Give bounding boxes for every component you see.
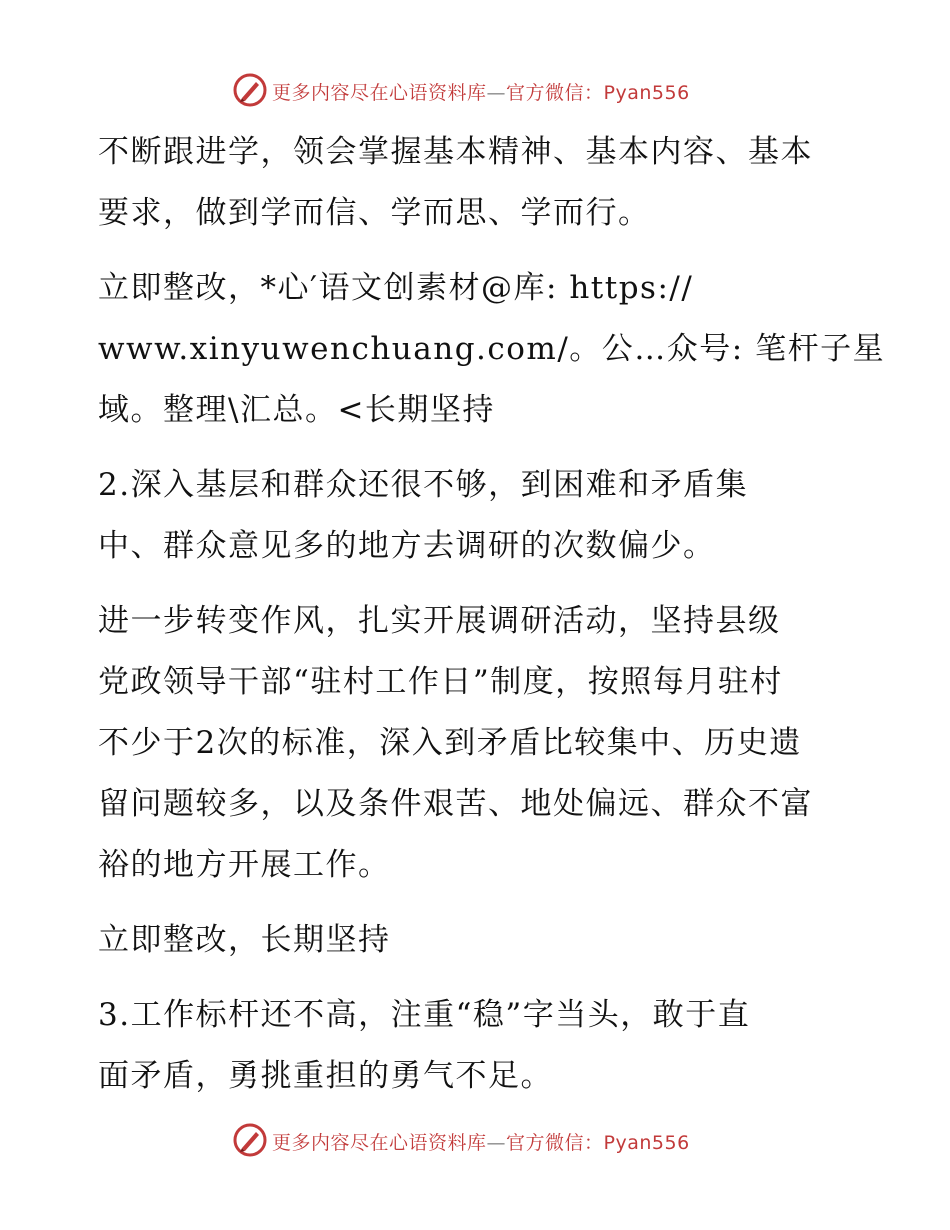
text-line: 面矛盾，勇挑重担的勇气不足。 [98, 1058, 553, 1094]
paragraph [98, 985, 858, 1107]
text-line: 党政领导干部“驻村工作日”制度，按照每月驻村 [98, 664, 783, 700]
text-line: 要求，做到学而信、学而思、学而行。 [98, 195, 651, 231]
text-line: 留问题较多，以及条件艰苦、地处偏远、群众不富 [98, 786, 813, 822]
text-line: 立即整改，*心′语文创素材@库: https:// [98, 270, 694, 306]
paragraph [98, 591, 858, 896]
text-line: 进一步转变作风，扎实开展调研活动，坚持县级 [98, 603, 781, 639]
footer-banner [0, 1120, 950, 1160]
pen-logo-icon [232, 72, 268, 108]
banner-text: 更多内容尽在心语资料库—官方微信：Pyan556 [272, 82, 690, 104]
text-line: 不断跟进学，领会掌握基本精神、基本内容、基本 [98, 134, 813, 170]
text-line: 3.工作标杆还不高，注重“稳”字当头，敢于直 [98, 997, 751, 1033]
text-line: www.xinyuwenchuang.com/。公…众号: 笔杆子星 [98, 331, 886, 367]
text-line: 域。整理\汇总。<长期坚持 [98, 392, 495, 428]
paragraph [98, 122, 858, 244]
banner-text: 更多内容尽在心语资料库—官方微信：Pyan556 [272, 1132, 690, 1154]
paragraph [98, 455, 858, 577]
header-banner [0, 70, 950, 110]
text-line: 不少于2次的标准，深入到矛盾比较集中、历史遗 [98, 725, 802, 761]
text-line: 立即整改，长期坚持 [98, 922, 391, 958]
pen-logo-icon [232, 1122, 268, 1158]
text-line: 裕的地方开展工作。 [98, 847, 391, 883]
document-body [98, 122, 886, 1107]
paragraph [98, 258, 886, 441]
paragraph [98, 910, 858, 971]
text-line: 2.深入基层和群众还很不够，到困难和矛盾集 [98, 467, 749, 503]
text-line: 中、群众意见多的地方去调研的次数偏少。 [98, 528, 716, 564]
